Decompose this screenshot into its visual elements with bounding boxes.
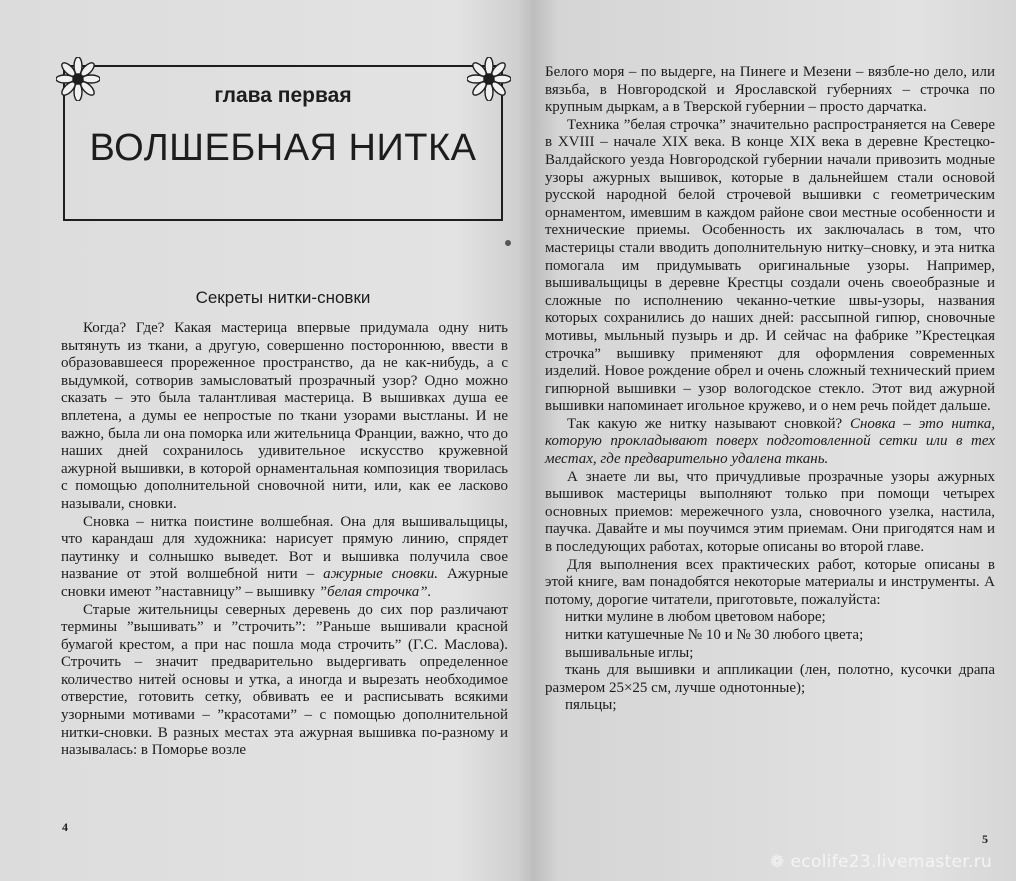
right-body-text bbox=[545, 64, 995, 715]
text-run: ажурные сновки. bbox=[323, 566, 439, 583]
print-speck bbox=[505, 240, 511, 246]
text-run: Ажурные сновки имеют ”наставницу” – вышивку bbox=[61, 566, 508, 600]
right-paragraph bbox=[545, 697, 995, 715]
right-paragraph bbox=[545, 416, 995, 469]
text-run: А знаете ли вы, что причудливые прозрачные узоры ажурных вышивок мастерицы выполняют только при помощи четырех основных приемов: мережечного узла, сновочного узелка, настила, паучка. Давайте и мы поучимся этим приемам. Они пригодятся нам и в последующих работах, которые описаны во второй главе. bbox=[545, 468, 995, 556]
right-paragraph bbox=[545, 469, 995, 557]
text-run: Сновка – это нитка, которую прокладывают поверх подготовленной сетки или в тех местах, где предварительно удалена ткань. bbox=[545, 415, 995, 468]
text-run: Старые жительницы северных деревень до сих пор различают термины ”вышивать” и ”строчить”: ”Раньше вышивали красной бумагой крестом, а при нас пошла мода строчить” (Г.С. Маслова). Строчить – значит предварительно выдергивать определенное количество нитей основы и утка, а иногда и вырезать необходимое отверстие, готовить сетку, обвивать ее и расписывать всякими узорными мотивами – ”красотами” – с помощью дополнительной нитки-сновки. В разных местах эта ажурная вышивка по-разному и называлась: в Поморье возле bbox=[61, 601, 508, 759]
chapter-label: глава первая bbox=[214, 84, 352, 107]
flower-watermark-icon: ❁ bbox=[770, 852, 785, 872]
text-run: Так какую же нитку называют сновкой? bbox=[567, 415, 850, 432]
right-paragraph bbox=[545, 627, 995, 645]
watermark-text: ecolife23.livemaster.ru bbox=[790, 852, 993, 872]
text-run: Сновка – нитка поистине волшебная. Она для вышивальщицы, что карандаш для художника: нарисует прямую линию, спрядет паутинку и солнышко выведет. Вот и вышивка получила свое название от этой волшебной нити – bbox=[61, 513, 508, 583]
right-paragraph bbox=[545, 557, 995, 610]
text-run: пяльцы; bbox=[565, 697, 617, 714]
watermark bbox=[770, 852, 992, 872]
page-number-right: 5 bbox=[982, 832, 988, 846]
right-paragraph bbox=[545, 645, 995, 663]
text-run: Техника ”белая строчка” значительно распространяется на Севере в XVIII – начале XIX века. В конце XIX века в деревне Крестецко-Валдайского уезда Новгородской губернии начали привозить модные узоры ажурных вышивок, которые в дальнейшем стали основой русской народной белой строчевой вышивки с геометрическим орнаментом, имевшим в каждом районе свои местные особенности и технические приемы. Особенность их заключалась в том, что мастерицы стали вводить дополнительную нитку–сновку, и эта нитка помогала им придумывать оригинальные узоры. Например, вышивальщицы в деревне Крестцы создали очень своеобразные и сложные по исполнению чеканно-четкие швы-узоры, названия которых сохранились до наших дней: рассыпной гипюр, сновочные мотивы, мыльный пузырь и др. И сейчас на фабрике ”Крестецкая строчка” вышивку применяют для оформления современных изделий. Новое рождение обрел и очень сложный технический прием гипюрной вышивки – узор вологодское стекло. Этот вид ажурной вышивки напоминает игольное кружево, и о нем речь пойдет дальше. bbox=[545, 116, 995, 415]
left-paragraph bbox=[61, 602, 508, 760]
page-number-left: 4 bbox=[62, 820, 68, 834]
text-run: нитки мулине в любом цветовом наборе; bbox=[565, 609, 826, 626]
section-title: Секреты нитки-сновки bbox=[195, 288, 371, 307]
text-run: ”белая строчка”. bbox=[318, 583, 432, 600]
text-run: ткань для вышивки и аппликации (лен, полотно, кусочки драпа размером 25×25 см, лучше однотонные); bbox=[545, 662, 995, 696]
left-body-text bbox=[61, 320, 508, 760]
text-run: Для выполнения всех практических работ, которые описаны в этой книге, вам понадобятся некоторые материалы и инструменты. А потому, дорогие читатели, приготовьте, пожалуйста: bbox=[545, 556, 995, 608]
text-run: нитки катушечные № 10 и № 30 любого цвета; bbox=[565, 627, 864, 643]
text-run: Когда? Где? Какая мастерица впервые придумала одну нить вытянуть из ткани, а другую, совершенно постороннюю, ввести в образовавшееся прореженное пространство, да не как-нибудь, а с выдумкой, сотворив замысловатый прозрачный узор? Одно можно сказать – это была талантливая мастерица. В вышивках душа ее вплетена, а думы ее непростые по ткани узорами выстланы. И не важно, была ли она поморка или жительница Франции, важно, что до наших дней сохранилось удивительное искусство кружевной ажурной вышивки, в которой орнаментальная композиция творилась с помощью дополнительной сновочной нити, или, как ее ласково называли, сновки. bbox=[61, 320, 508, 512]
right-paragraph bbox=[545, 609, 995, 627]
text-run: вышивальные иглы; bbox=[565, 644, 694, 661]
chapter-title: ВОЛШЕБНАЯ НИТКА bbox=[89, 127, 477, 169]
right-paragraph bbox=[545, 117, 995, 416]
text-run: Белого моря – по выдерге, на Пинеге и Мезени – вязбле-но дело, или вязьба, в Новгородской и Ярославской губерниях – строчка по крупным дыркам, а в Тверской губернии – просто дарчатка. bbox=[545, 64, 995, 116]
left-paragraph bbox=[61, 320, 508, 514]
right-paragraph bbox=[545, 64, 995, 117]
right-paragraph bbox=[545, 662, 995, 697]
left-paragraph bbox=[61, 514, 508, 602]
